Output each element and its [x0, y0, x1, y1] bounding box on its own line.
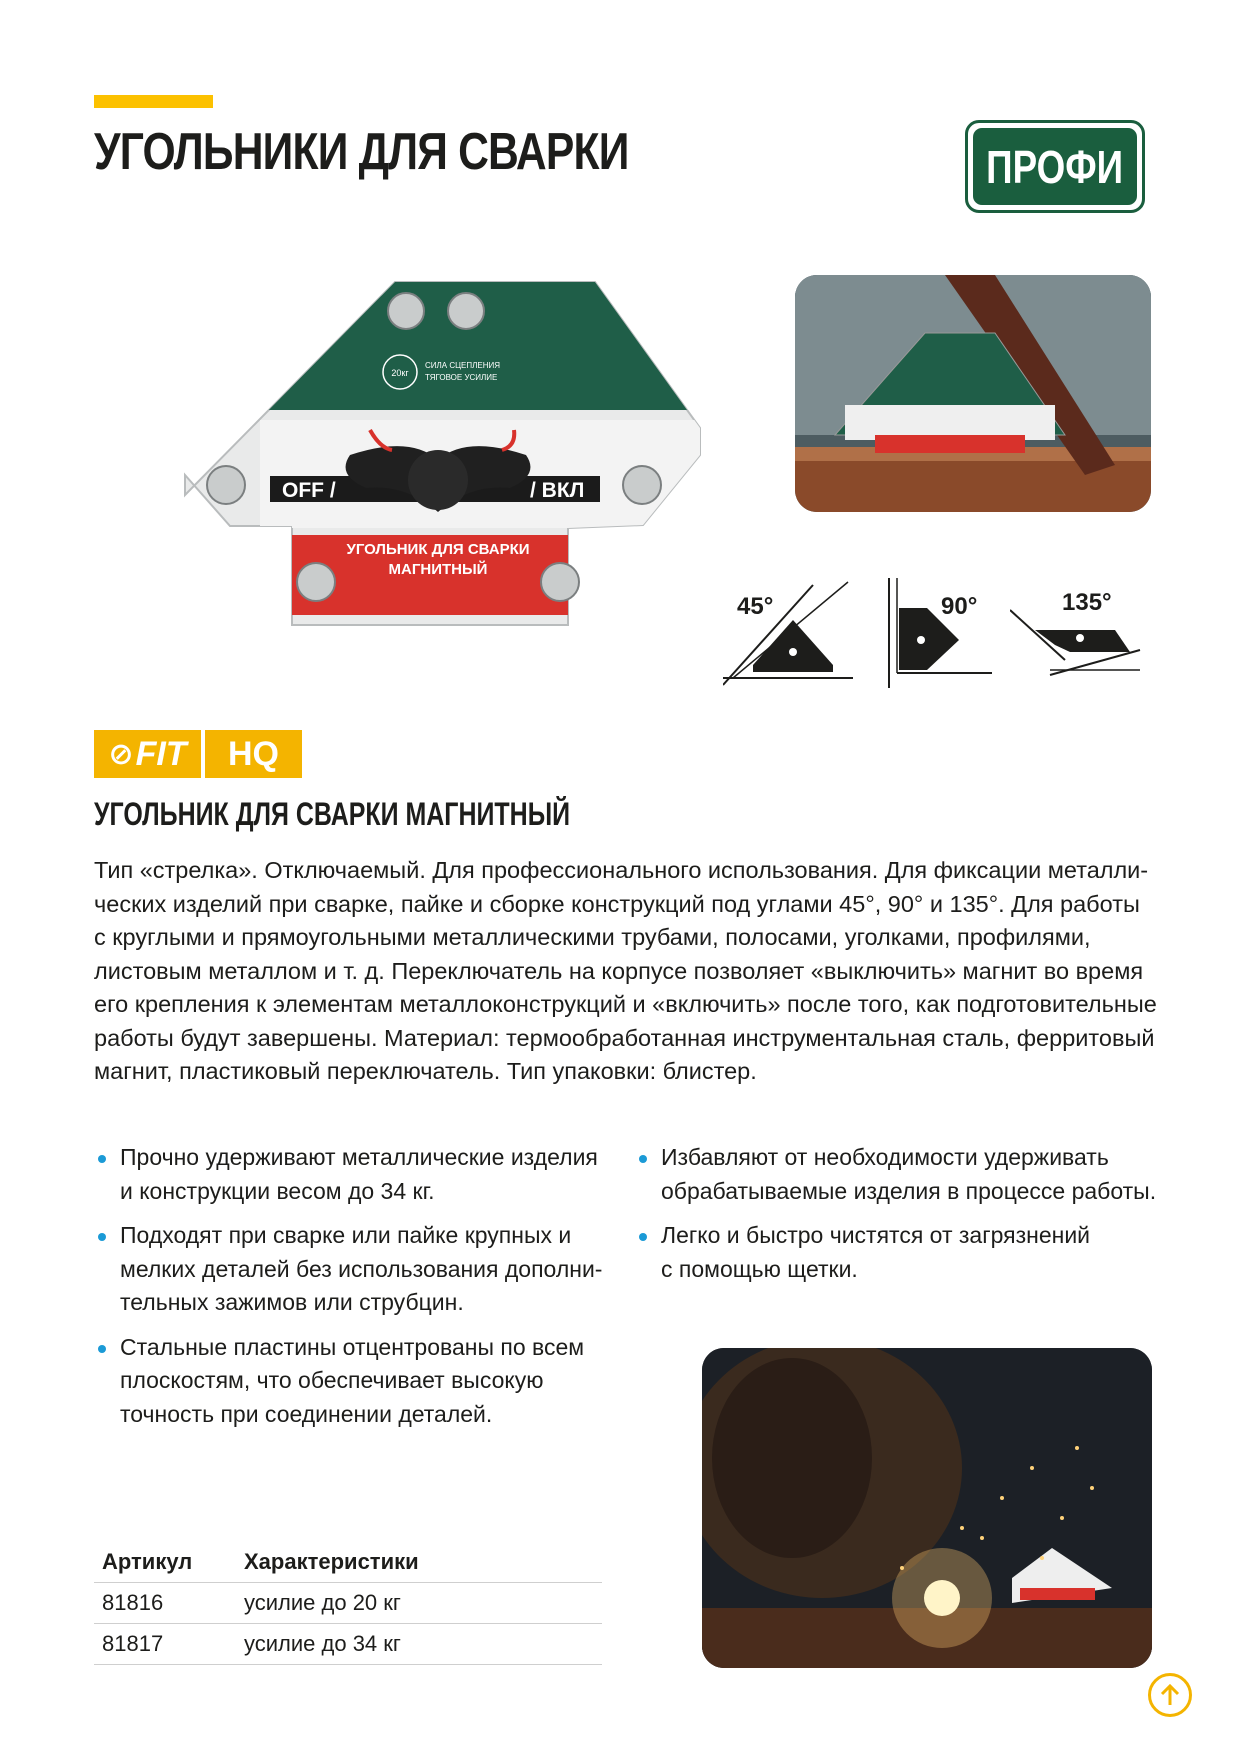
force-label-2: ТЯГОВОЕ УСИЛИЕ — [425, 373, 498, 382]
plate-text-line1: УГОЛЬНИК ДЛЯ СВАРКИ — [346, 541, 530, 558]
bullet-icon — [98, 1155, 106, 1163]
list-item: Прочно удерживают металлические изделия и конструкции весом до 34 кг. — [96, 1141, 636, 1208]
table-row — [94, 1583, 602, 1624]
list-item: Подходят при сварке или пайке крупных и мелких деталей без использования дополни- тельных зажимов или струбцин. — [96, 1219, 636, 1320]
plate-text-line2: МАГНИТНЫЙ — [388, 561, 488, 578]
table-row — [94, 1624, 602, 1665]
force-label: СИЛА СЦЕПЛЕНИЯ — [425, 361, 501, 370]
features-right — [637, 1141, 1157, 1297]
product-title: УГОЛЬНИК ДЛЯ СВАРКИ МАГНИТНЫЙ — [94, 796, 571, 832]
angle-90-label: 90° — [941, 593, 978, 620]
table-cell-article: 81816 — [94, 1583, 236, 1624]
table-cell-characteristic: усилие до 34 кг — [236, 1624, 602, 1665]
spec-table — [94, 1542, 602, 1665]
list-item: Избавляют от необходимости удерживать обрабатываемые изделия в процессе работы. — [637, 1141, 1157, 1208]
back-to-top-button[interactable] — [1148, 1673, 1192, 1717]
title-accent-bar — [94, 95, 213, 108]
table-cell-characteristic: усилие до 20 кг — [236, 1583, 602, 1624]
column-header-article: Артикул — [94, 1542, 236, 1583]
column-header-characteristics: Характеристики — [236, 1542, 602, 1583]
features-left — [96, 1141, 636, 1442]
hq-logo: HQ — [205, 730, 302, 778]
welding-photo — [702, 1348, 1152, 1668]
brand-logos — [94, 730, 302, 778]
product-image — [170, 270, 710, 640]
table-header-row — [94, 1542, 602, 1583]
bullet-icon — [639, 1233, 647, 1241]
profi-badge — [965, 120, 1145, 213]
angle-45-label: 45° — [737, 593, 774, 620]
usage-photo — [795, 275, 1151, 512]
angle-90-diagram — [887, 578, 997, 690]
page-title: УГОЛЬНИКИ ДЛЯ СВАРКИ — [94, 123, 629, 181]
bullet-icon — [639, 1155, 647, 1163]
bullet-icon — [98, 1233, 106, 1241]
switch-off-label: OFF / — [282, 479, 336, 502]
list-item: Легко и быстро чистятся от загрязнений с помощью щетки. — [637, 1219, 1157, 1286]
angle-135-label: 135° — [1062, 589, 1112, 616]
svg-text:20кг: 20кг — [391, 368, 409, 378]
switch-on-label: / ВКЛ — [530, 479, 585, 502]
fit-logo-icon: ⊘ — [108, 737, 134, 771]
table-cell-article: 81817 — [94, 1624, 236, 1665]
product-description: Тип «стрелка». Отключаемый. Для профессионального использования. Для фиксации металли- ческих изделий при сварке, пайке и сборке конструкций под углами 45°, 90° и 135°. Для работы с круглыми и прямоугольными металлическими трубами, полосами, уголками, профилями, листовым металлом и т. д. Переключатель на корпусе позволяет «выключить» магнит во время его крепления к элементам металлоконструкций и «включить» после того, как подготовительные работы будут завершены. Материал: термообработанная инструментальная сталь, ферритовый магнит, пластиковый переключатель. Тип упаковки: блистер. — [94, 857, 1157, 1084]
angle-135-diagram — [1010, 580, 1144, 680]
list-item: Стальные пластины отцентрованы по всем плоскостям, что обеспечивает высокую точность при соединении деталей. — [96, 1331, 636, 1432]
profi-badge-label: ПРОФИ — [986, 140, 1124, 193]
angle-45-diagram — [723, 580, 860, 688]
arrow-up-circle-icon — [1159, 1683, 1181, 1707]
bullet-icon — [98, 1345, 106, 1353]
fit-logo: ⊘ FIT — [94, 730, 201, 778]
